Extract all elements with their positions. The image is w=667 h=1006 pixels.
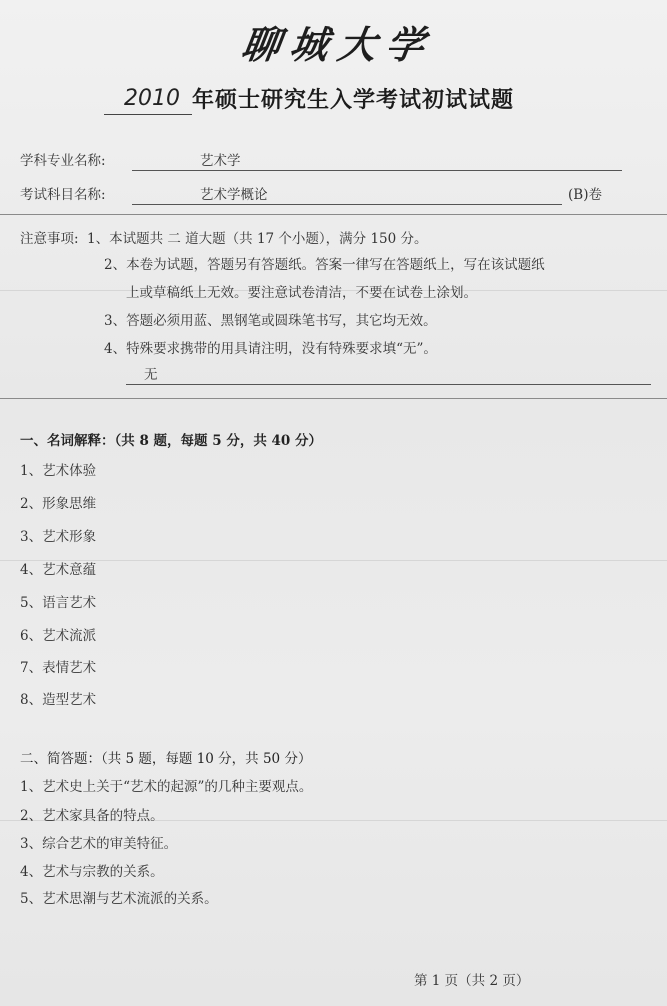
notice-line-3: 上或草稿纸上无效。要注意试卷清洁，不要在试卷上涂划。 (126, 285, 477, 301)
list-item: 2、形象思维 (20, 496, 97, 512)
university-logo: 聊城大学 (238, 22, 438, 67)
list-item: 4、艺术意蕴 (20, 562, 97, 578)
year-underline (104, 114, 192, 115)
page-number: 第 1 页（共 2 页） (414, 973, 530, 989)
list-item: 3、艺术形象 (20, 529, 97, 545)
major-label: 学科专业名称: (20, 153, 106, 169)
major-field (20, 150, 630, 172)
list-item: 1、艺术史上关于“艺术的起源”的几种主要观点。 (20, 779, 313, 795)
special-answer-line (126, 384, 651, 385)
section-1-heading: 一、名词解释：（共 8 题，每题 5 分，共 40 分） (20, 433, 323, 449)
subject-label: 考试科目名称: (20, 187, 106, 203)
subject-underline (132, 204, 562, 205)
list-item: 2、艺术家具备的特点。 (20, 808, 164, 824)
paper-type: (B)卷 (568, 187, 602, 203)
exam-title-row (104, 82, 624, 122)
fold-line (0, 560, 667, 561)
subject-field (20, 184, 645, 206)
list-item: 5、艺术思潮与艺术流派的关系。 (20, 891, 218, 907)
list-item: 3、综合艺术的审美特征。 (20, 836, 178, 852)
notice-divider (0, 398, 667, 399)
list-item: 5、语言艺术 (20, 595, 97, 611)
major-value: 艺术学 (200, 153, 241, 169)
exam-title: 年硕士研究生入学考试初试试题 (192, 88, 515, 113)
list-item: 1、艺术体验 (20, 463, 97, 479)
section-2-heading: 二、简答题：（共 5 题，每题 10 分，共 50 分） (20, 751, 312, 767)
header-divider (0, 214, 667, 215)
notice-line-1: 1、本试题共 二 道大题（共 17 个小题），满分 150 分。 (87, 231, 428, 247)
list-item: 4、艺术与宗教的关系。 (20, 864, 164, 880)
notice-line-4: 3、答题必须用蓝、黑钢笔或圆珠笔书写，其它均无效。 (104, 313, 437, 329)
notice-label: 注意事项: (20, 231, 79, 247)
list-item: 8、造型艺术 (20, 692, 97, 708)
exam-year: 2010 (124, 86, 180, 111)
notice-line-5: 4、特殊要求携带的用具请注明，没有特殊要求填“无”。 (104, 341, 437, 357)
subject-value: 艺术学概论 (200, 187, 268, 203)
notice-line-2: 2、本卷为试题，答题另有答题纸。答案一律写在答题纸上，写在该试题纸 (104, 257, 545, 273)
major-underline (132, 170, 622, 171)
special-answer: 无 (144, 367, 158, 383)
list-item: 7、表情艺术 (20, 660, 97, 676)
list-item: 6、艺术流派 (20, 628, 97, 644)
